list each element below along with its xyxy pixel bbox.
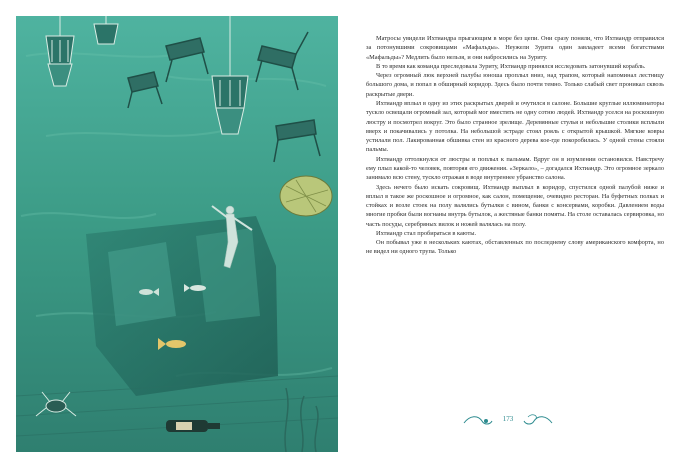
paragraph: Матросы увидели Ихтиандра прыгающим в море без цепи. Они сразу поняли, что Ихтиандр отправился за потонувшими сокровищами «Мафальды». Неужели Зурита один завладеет всеми богатствами «Мафальды»? Медлить было нельзя, и они набросились на Зуриту. — [366, 35, 664, 61]
paragraph: Он побывал уже в нескольких каютах, обставленных по последнему слову американского комфорта, но не видел ни одного трупа. Только — [366, 239, 664, 256]
paragraph: Ихтиандр вплыл в одну из этих раскрытых дверей и очутился в салоне. Большие круглые иллюминаторы тускло освещали огромный зал, который мог вместить не одну сотню людей. Ихтиандр уселся на роскошную люстру и посмотрел вокруг. Это было странное зрелище. Деревянные стулья и небольшие столики всплыли вверх и покачивались у потолка. На небольшой эстраде стоял рояль с открытой крышкой. Мягкие ковры устилали пол. Лакированная обшивка стен из красного дерева кое-где покоробилась. У одной стены стояли пальмы. — [366, 99, 664, 154]
paragraph: Через огромный люк верхней палубы юноша проплыл вниз, над трапом, который напоминал лестницу большого дома, и попал в обширный коридор. Здесь было почти темно. Только слабый свет проникал сквозь раскрытые двери. — [366, 72, 664, 98]
paragraph: В то время как команда преследовала Зуриту, Ихтиандр принялся исследовать затонувший корабль. — [376, 62, 646, 70]
underwater-scene — [16, 16, 338, 452]
page-folio — [462, 409, 554, 433]
page-number: 173 — [502, 415, 514, 423]
illustration-panel — [16, 16, 338, 452]
paragraph: Ихтиандр оттолкнулся от люстры и поплыл к пальмам. Вдруг он в изумлении остановился. Навстречу ему плыл какой-то человек, повторяя его движения. «Зеркало», – догадался Ихтиандр. Это огромное зеркало занимало всю стену, тускло отражая в воде внутреннее убранство салона. — [366, 155, 664, 182]
text-column — [366, 34, 664, 434]
paragraph: Ихтиандр стал пробираться в каюты. — [376, 229, 477, 237]
paragraph: Здесь нечего было искать сокровищ. Ихтиандр выплыл в коридор, спустился одной палубой ниже и вплыл в такое же роскошное и огромное, как салон, помещение, очевидно ресторан. На буфетных полках и стойках и возле стоек на полу валялись бутылки с вином, банки с консервами, коробки. Давлением воды многие пробки были вогнаны внутрь бутылок, а жестяные банки помяты. На столе оставалась сервировка, но часть посуды, серебряных вилок и ножей валялась на полу. — [366, 183, 664, 228]
turtle-icon — [280, 176, 332, 216]
